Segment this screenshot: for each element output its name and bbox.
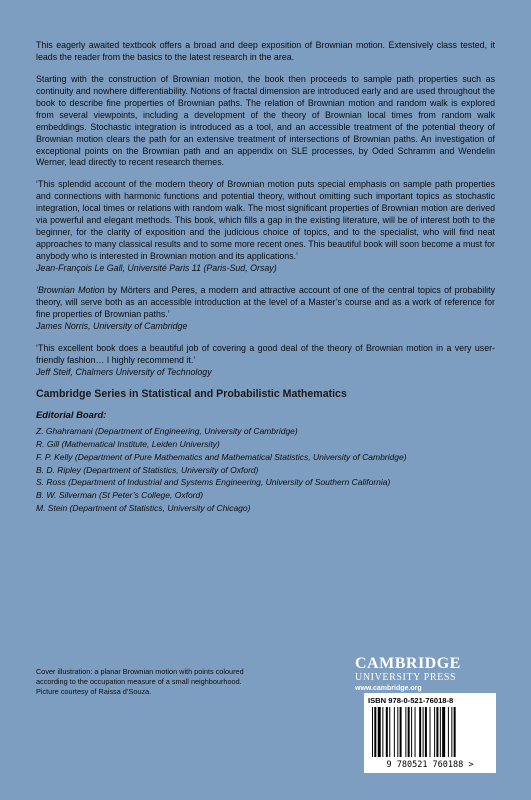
book-description [36,40,495,169]
barcode-bar [408,707,410,757]
publisher-name-line1: CAMBRIDGE [355,655,461,672]
barcode-bar [423,707,424,757]
editorial-board-list [36,426,495,514]
barcode-bar [397,707,398,757]
description-paragraph-1: This eagerly awaited textbook offers a broad and deep exposition of Brownian motion. Extensively class tested, it leads the reader from the basics to the latest research in the area. [36,40,495,62]
barcode-bar [454,707,456,757]
barcode-bar [436,707,438,757]
cover-illustration-note [36,667,306,698]
review-body: by Mörters and Peres, a modern and attractive account of one of the central topics of probability theory, will serve both as an accessible introduction at the level of a Master’s course and as a work of reference for fine properties of Brownian paths.’ [36,284,495,319]
barcode-bar [394,707,395,757]
review-attribution: James Norris, University of Cambridge [36,320,188,331]
review-quote-1 [36,179,495,275]
board-member: R. Gill (Mathematical Institute, Leiden University) [36,439,220,450]
board-member: F. P. Kelly (Department of Pure Mathematics and Mathematical Statistics, University of Cambridge) [36,451,407,462]
review-quote-3 [36,343,495,379]
review-attribution: Jean-François Le Gall, Université Paris 11 (Paris-Sud, Orsay) [36,262,277,273]
barcode-bar [419,707,421,757]
barcode-bars [372,707,456,757]
cover-note-line: Picture courtesy of Raissa d’Souza. [36,687,152,697]
editorial-board-title: Editorial Board: [36,409,107,421]
barcode-bar [411,707,412,757]
cover-note-line: Cover illustration: a planar Brownian motion with points coloured [36,667,244,676]
isbn-label: ISBN 978-0-521-76018-8 [368,696,454,705]
barcode-bar [400,707,402,757]
isbn-barcode [364,693,496,773]
review-attribution: Jeff Steif, Chalmers University of Technology [36,366,212,377]
review-prefix: ‘Brownian Motion [36,284,105,295]
cover-note-line: according to the occupation measure of a small neighbourhood. [36,677,242,687]
barcode-bar [378,707,381,757]
barcode-bar [451,707,452,757]
barcode-bar [442,707,445,757]
barcode-bar [372,707,373,757]
barcode-bar [440,707,441,757]
barcode-bar [382,707,383,757]
barcode-bar [389,707,390,757]
barcode-bar [386,707,388,757]
barcode-bar [425,707,427,757]
review-text [36,179,495,263]
barcode-bar [415,707,416,757]
series-title: Cambridge Series in Statistical and Probabilistic Mathematics [36,388,347,401]
barcode-bar [374,707,376,757]
publisher-name-line2: UNIVERSITY PRESS [355,672,457,683]
review-body: ‘This excellent book does a beautiful job of covering a good deal of the theory of Brownian motion in a very user-friendly fashion… I highly recommend it.’ [36,342,495,365]
review-text [36,285,495,321]
barcode-bar [434,707,435,757]
barcode-bar [430,707,431,757]
board-member: Z. Ghahramani (Department of Engineering, University of Cambridge) [36,426,298,437]
barcode-bar [448,707,449,757]
barcode-graphic [368,707,492,769]
board-member: B. D. Ripley (Department of Statistics, University of Oxford) [36,464,259,475]
review-text [36,343,495,367]
description-paragraph-2: Starting with the construction of Brownian motion, the book then proceeds to sample path properties such as continuity and nowhere differentiability. Notions of fractal dimension are introduced early and are used throughout the book to describe fine properties of Brownian paths. The relation of Brownian motion and random walk is explored from several viewpoints, including a development of the theory of Brownian local times from random walk embeddings. Stochastic integration is introduced as a tool, and an accessible treatment of the potential theory of Brownian motion clears the path for an extensive treatment of intersections of Brownian paths. An investigation of exceptional points on the Brownian path and an appendix on SLE processes, by Oded Schramm and Wendelin Werner, lead directly to recent research themes. [36,73,495,168]
board-member: M. Stein (Department of Statistics, University of Chicago) [36,502,251,513]
barcode-bar [405,707,406,757]
review-quote-2 [36,285,495,333]
board-member: B. W. Silverman (St Peter’s College, Oxford) [36,490,204,501]
publisher-url: www.cambridge.org [355,685,422,692]
review-body: ‘This splendid account of the modern theory of Brownian motion puts special emphasis on sample path properties and connections with harmonic functions and potential theory, without omitting such important topics as stochastic integration, local times or relations with random walk. The most significant properties of Brownian motion are derived via powerful and elegant methods. This book, which fills a gap in the existing literature, will be of interest both to the beginner, for the clarity of exposition and the judicious choice of topics, and to the specialist, who will find neat approaches to many classical results and to some more recent ones. This beautiful book will soon become a must for anybody who is interested in Brownian motion and its applications.’ [36,179,495,261]
publisher-logo [355,655,503,694]
barcode-digits: 9 780521 760188 > [386,760,474,769]
board-member: S. Ross (Department of Industrial and Systems Engineering, University of Southern California) [36,477,391,488]
